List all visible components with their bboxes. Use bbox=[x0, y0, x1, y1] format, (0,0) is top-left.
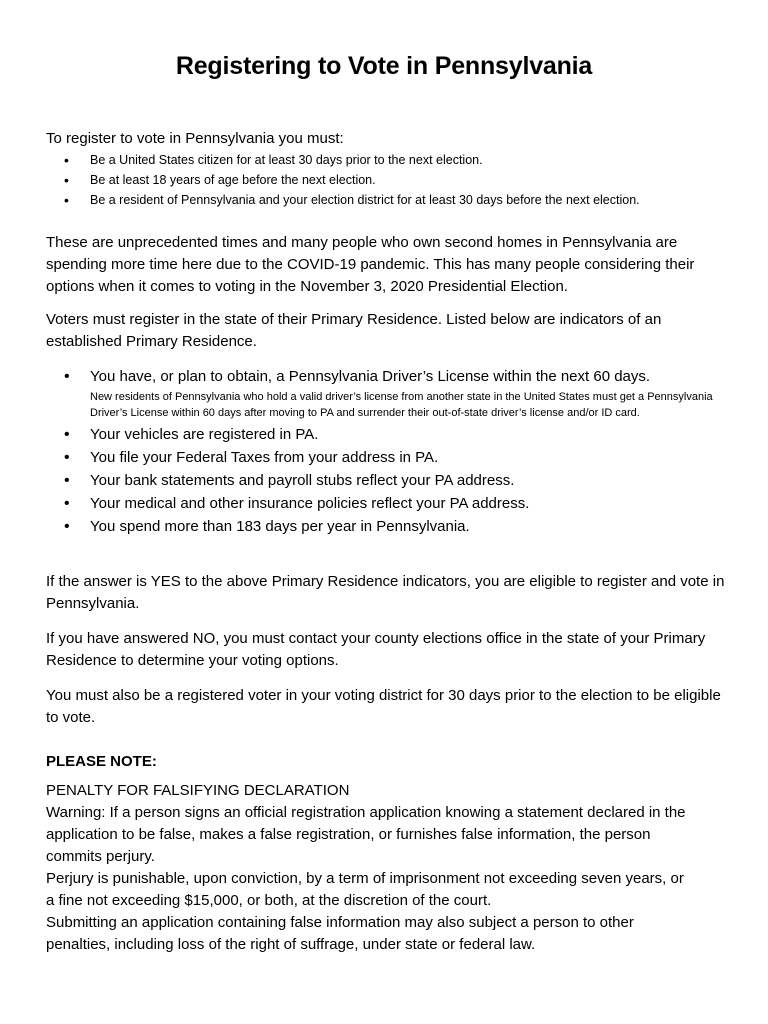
answer-no-paragraph: If you have answered NO, you must contact your county elections office in the state of your Primary Residence to determine your voting options. bbox=[46, 630, 706, 669]
indicator-note: New residents of Pennsylvania who hold a valid driver’s license from another state in the United States must get a Pennsylvania Driver’s License within 60 days after moving to PA and surrender their out-of-state driver’s license and/or ID card. bbox=[90, 391, 713, 419]
penalty-section bbox=[46, 780, 686, 956]
penalty-other: Submitting an application containing false information may also subject a person to other penalties, including loss of the right of suffrage, under state or federal law. bbox=[46, 914, 634, 953]
penalty-perjury: Perjury is punishable, upon conviction, by a term of imprisonment not exceeding seven years, or a fine not exceeding $15,000, or both, at the discretion of the court. bbox=[46, 870, 684, 909]
indicators-list bbox=[64, 365, 734, 538]
indicator-item: • You spend more than 183 days per year in Pennsylvania. bbox=[64, 515, 734, 538]
covid-paragraph: These are unprecedented times and many people who own second homes in Pennsylvania are spending more time here due to the COVID-19 pandemic. This has many people considering their options when it comes to voting in the November 3, 2020 Presidential Election. bbox=[46, 234, 695, 295]
indicator-item bbox=[64, 365, 734, 421]
indicator-item: • Your medical and other insurance policies reflect your PA address. bbox=[64, 492, 734, 515]
requirement-item: • Be a United States citizen for at least 30 days prior to the next election. bbox=[64, 150, 744, 170]
indicator-item: • Your bank statements and payroll stubs reflect your PA address. bbox=[64, 469, 734, 492]
intro-text: To register to vote in Pennsylvania you must: bbox=[46, 130, 344, 147]
requirements-list bbox=[64, 150, 744, 210]
registered-voter-paragraph: You must also be a registered voter in your voting district for 30 days prior to the election to be eligible to vote. bbox=[46, 687, 721, 726]
requirement-item: • Be a resident of Pennsylvania and your election district for at least 30 days before the next election. bbox=[64, 190, 744, 210]
indicator-item: • You file your Federal Taxes from your address in PA. bbox=[64, 446, 734, 469]
penalty-warning: Warning: If a person signs an official registration application knowing a statement declared in the application to be false, makes a false registration, or furnishes false information, the person commits perjury. bbox=[46, 804, 686, 865]
please-note-heading: PLEASE NOTE: bbox=[46, 753, 157, 770]
indicator-text: You have, or plan to obtain, a Pennsylvania Driver’s License within the next 60 days. bbox=[90, 368, 651, 385]
answer-yes-paragraph: If the answer is YES to the above Primary Residence indicators, you are eligible to register and vote in Pennsylvania. bbox=[46, 573, 725, 612]
requirement-item: • Be at least 18 years of age before the next election. bbox=[64, 170, 744, 190]
indicator-item: • Your vehicles are registered in PA. bbox=[64, 423, 734, 446]
primary-residence-paragraph: Voters must register in the state of their Primary Residence. Listed below are indicators of an established Primary Residence. bbox=[46, 311, 662, 350]
penalty-heading: PENALTY FOR FALSIFYING DECLARATION bbox=[46, 782, 350, 799]
page-title: Registering to Vote in Pennsylvania bbox=[175, 52, 593, 80]
